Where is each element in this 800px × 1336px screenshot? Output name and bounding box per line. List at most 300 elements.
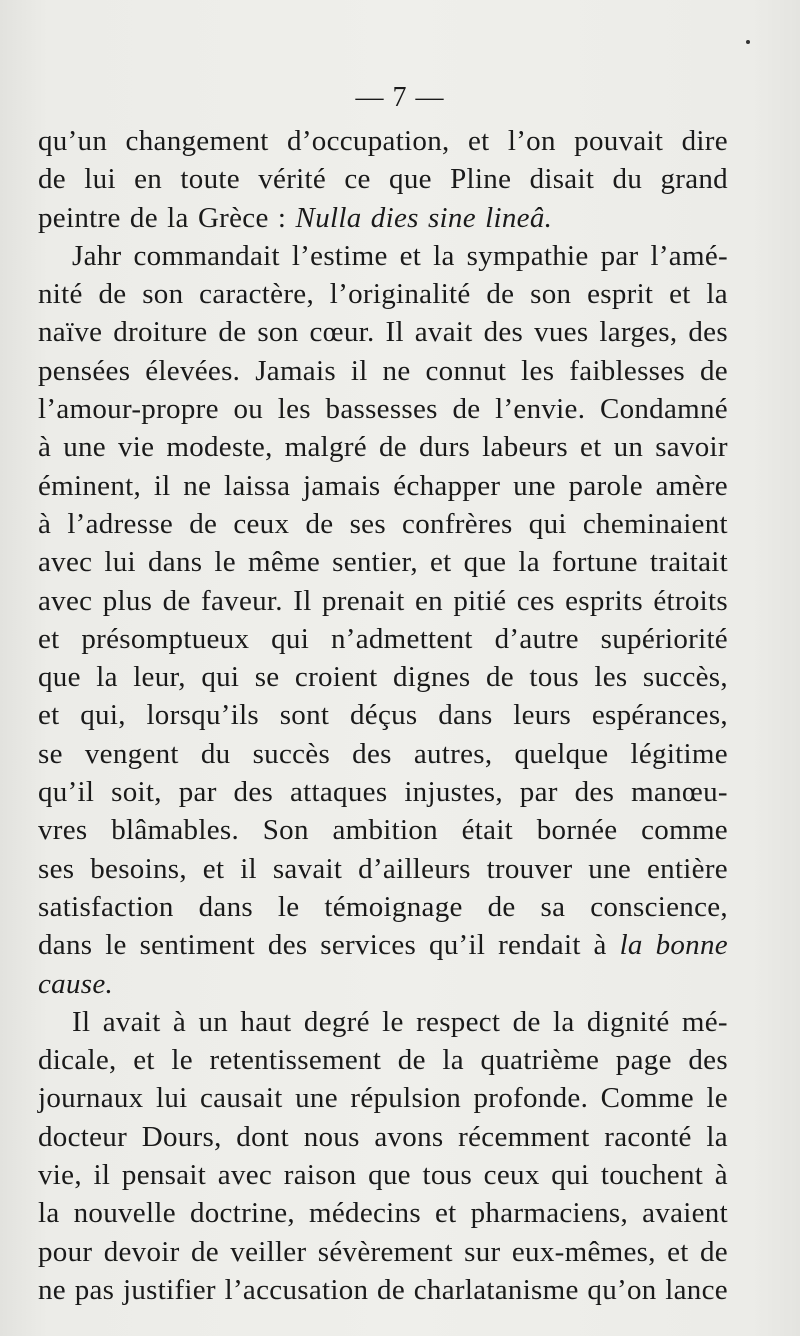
word: la	[96, 661, 118, 694]
word: et	[435, 1197, 457, 1230]
word: que	[38, 661, 81, 694]
word: de	[129, 201, 158, 234]
word: qu’il	[38, 776, 95, 809]
word: profonde.	[473, 1082, 589, 1115]
word: l’originalité	[329, 278, 471, 311]
word: causait	[199, 1082, 283, 1115]
word: avaient	[642, 1197, 728, 1230]
word: sentier,	[332, 546, 418, 579]
word: charlatanisme	[413, 1273, 579, 1306]
text-line	[38, 811, 728, 849]
word: toute	[180, 163, 240, 196]
word: services	[320, 929, 417, 962]
word: une	[513, 469, 556, 502]
italic-word: dies	[370, 201, 419, 234]
word: soit,	[111, 776, 162, 809]
word: Il	[72, 1005, 91, 1038]
word: vues	[534, 316, 589, 349]
word: jamais	[303, 469, 381, 502]
word: ses	[38, 852, 75, 885]
italic-word: bonne	[655, 929, 728, 962]
word: étroits	[653, 584, 728, 617]
word: avec	[38, 546, 93, 579]
word: prenait	[321, 584, 405, 617]
text-line	[38, 428, 728, 466]
word: sont	[279, 699, 330, 732]
word: une	[63, 431, 106, 464]
word: de	[190, 1235, 219, 1268]
word: sur	[464, 1235, 501, 1268]
word: son	[530, 278, 572, 311]
word: sévèrement	[317, 1235, 453, 1268]
word: légitime	[630, 737, 728, 770]
word: il	[350, 354, 368, 387]
word: qui	[551, 1159, 590, 1192]
word: ou	[233, 393, 264, 426]
word: retentissement	[209, 1044, 382, 1077]
word: fortune	[552, 546, 638, 579]
word: de	[98, 278, 127, 311]
word: connut	[425, 354, 507, 387]
word: journaux	[38, 1082, 144, 1115]
word: injustes,	[404, 776, 503, 809]
word: et	[38, 622, 60, 655]
word: et	[467, 125, 490, 157]
text-line	[38, 352, 728, 390]
word: droiture	[113, 316, 208, 349]
word: dont	[236, 1120, 290, 1153]
text-line	[38, 275, 728, 313]
word: ambition	[332, 814, 438, 847]
word: l’accusation	[224, 1273, 369, 1306]
word: ce	[344, 163, 371, 196]
word: dicale,	[38, 1044, 117, 1077]
word: la	[433, 239, 455, 272]
word: nous	[303, 1120, 360, 1153]
word: quelque	[514, 737, 609, 770]
word: avec	[217, 1159, 273, 1192]
word: les	[521, 354, 555, 387]
word: qu’un	[38, 125, 108, 157]
word: que	[463, 546, 507, 579]
word: comme	[641, 814, 728, 847]
word: sa	[540, 890, 566, 923]
word: vres	[38, 814, 88, 847]
word: pas	[74, 1273, 115, 1306]
text-line	[38, 1271, 728, 1309]
word: mé-	[681, 1005, 728, 1038]
word: des	[267, 929, 308, 962]
word: avait	[102, 1005, 161, 1038]
word: déçus	[349, 699, 418, 732]
word: pitié	[453, 584, 507, 617]
word: par	[600, 239, 639, 272]
word: page	[615, 1044, 672, 1077]
word: la	[38, 1197, 60, 1230]
text-line	[38, 390, 728, 428]
word: à	[38, 507, 52, 540]
word: médecins	[309, 1197, 421, 1230]
word: respect	[416, 1005, 501, 1038]
word: la	[552, 1005, 575, 1038]
word: tous	[529, 661, 579, 694]
word: il	[240, 852, 257, 885]
word: une	[295, 1082, 338, 1115]
word: la	[706, 278, 728, 311]
word: lui	[104, 546, 136, 579]
word: et	[429, 546, 452, 579]
word: du	[200, 737, 231, 770]
word: succès,	[642, 661, 728, 694]
word: de	[218, 316, 247, 349]
body-text	[38, 122, 728, 1309]
word: espérances,	[591, 699, 728, 732]
word: pour	[38, 1235, 93, 1268]
word: ces	[516, 584, 555, 617]
word: dans	[438, 699, 493, 732]
word: blâmables.	[111, 814, 240, 847]
word: il	[93, 1159, 111, 1192]
word: eux-mêmes,	[511, 1235, 656, 1268]
word: son	[142, 278, 184, 311]
word: supériorité	[600, 622, 728, 655]
word: commandait	[133, 239, 280, 272]
word: l’estime	[291, 239, 388, 272]
word: raison	[283, 1159, 357, 1192]
text-line	[38, 1041, 728, 1079]
word: qu’il	[428, 929, 486, 962]
word: modeste,	[166, 431, 273, 464]
word: de	[699, 354, 728, 387]
word: disait	[529, 163, 595, 196]
word: savait	[272, 852, 343, 885]
text-line	[38, 1079, 728, 1117]
text-line	[38, 696, 728, 734]
word: le	[214, 546, 236, 579]
word: d’occupation,	[287, 125, 450, 157]
word: de	[377, 1273, 406, 1306]
word: vérité	[258, 163, 327, 196]
word: lui	[84, 163, 116, 196]
text-line	[38, 1156, 728, 1194]
word: ceux	[233, 507, 290, 540]
word: un	[613, 431, 644, 464]
word: devoir	[103, 1235, 180, 1268]
word: pensait	[121, 1159, 207, 1192]
word: Comme	[600, 1082, 694, 1115]
word: se	[38, 737, 63, 770]
word: bassesses	[325, 393, 438, 426]
word: vie	[117, 431, 155, 464]
word: attaques	[290, 776, 388, 809]
word: Son	[262, 814, 309, 847]
word: des	[233, 776, 274, 809]
word: l’envie.	[495, 393, 586, 426]
text-line	[38, 1003, 728, 1041]
word: même	[247, 546, 321, 579]
word: il	[153, 469, 171, 502]
word: amère	[655, 469, 728, 502]
word: Il	[293, 584, 312, 617]
word: justifier	[122, 1273, 216, 1306]
word: Il	[385, 316, 404, 349]
text-line	[38, 735, 728, 773]
word: Pline	[450, 163, 512, 196]
word: confrères	[402, 507, 513, 540]
word: plus	[102, 584, 153, 617]
word: qu’on	[587, 1273, 657, 1306]
word: changement	[125, 125, 269, 157]
word: de	[486, 278, 515, 311]
word: de	[38, 163, 66, 196]
word: lorsqu’ils	[146, 699, 260, 732]
text-line	[38, 160, 728, 198]
word: tous	[422, 1159, 473, 1192]
word: le	[706, 1082, 728, 1115]
word: ne	[382, 354, 411, 387]
word: les	[277, 393, 311, 426]
word: et	[38, 699, 60, 732]
word: des	[574, 776, 615, 809]
text-line	[38, 467, 728, 505]
word: son	[257, 316, 299, 349]
text-line	[38, 850, 728, 888]
text-line	[38, 1194, 728, 1232]
word: besoins,	[90, 852, 187, 885]
word: le	[382, 1005, 404, 1038]
word: que	[389, 163, 432, 196]
word: les	[594, 661, 628, 694]
word: de	[397, 1044, 426, 1077]
word: avons	[374, 1120, 444, 1153]
word: Dours,	[141, 1120, 222, 1153]
word: conscience,	[590, 890, 728, 923]
word: et	[669, 278, 691, 311]
word: pensées	[38, 354, 131, 387]
word: de	[485, 661, 514, 694]
text-line	[38, 1118, 728, 1156]
word: vengent	[84, 737, 179, 770]
word: dans	[198, 890, 253, 923]
word: de	[189, 507, 218, 540]
text-line	[38, 965, 728, 1003]
word: satisfaction	[38, 890, 174, 923]
word: larges,	[599, 316, 678, 349]
text-line	[38, 620, 728, 658]
word: qui	[201, 661, 240, 694]
word: en	[414, 584, 443, 617]
word: haut	[240, 1005, 292, 1038]
word: autres,	[413, 737, 493, 770]
word: laissa	[224, 469, 291, 502]
word: à	[38, 431, 52, 464]
word: faveur.	[201, 584, 283, 617]
word: manœu-	[631, 776, 728, 809]
word: échapper	[393, 469, 501, 502]
word: témoignage	[324, 890, 463, 923]
text-line	[38, 926, 728, 964]
word: dans	[38, 929, 93, 962]
word: de	[162, 584, 191, 617]
word: de	[452, 393, 481, 426]
page-number: — 7 —	[355, 82, 445, 113]
word: doctrine,	[189, 1197, 295, 1230]
text-line	[38, 543, 728, 581]
word: de	[512, 1005, 541, 1038]
word: et	[580, 431, 602, 464]
word: des	[688, 1044, 728, 1077]
word: élevées.	[145, 354, 241, 387]
word: dans	[147, 546, 203, 579]
word: par	[519, 776, 558, 809]
word: avait	[414, 316, 473, 349]
word: qui,	[80, 699, 126, 732]
word: ceux	[483, 1159, 540, 1192]
word: le	[105, 929, 127, 962]
word: la	[167, 201, 189, 234]
text-line	[38, 313, 728, 351]
word: pouvait	[574, 125, 664, 157]
word: sympathie	[466, 239, 589, 272]
word: d’ailleurs	[358, 852, 471, 885]
word: le	[171, 1044, 193, 1077]
word: docteur	[38, 1120, 128, 1153]
word: savoir	[655, 431, 728, 464]
text-line	[38, 773, 728, 811]
text-line	[38, 122, 728, 160]
word: degré	[303, 1005, 370, 1038]
word: le	[277, 890, 300, 923]
word: l’adresse	[67, 507, 174, 540]
word: des	[352, 737, 392, 770]
word: et	[202, 852, 225, 885]
word: d’autre	[494, 622, 579, 655]
word: esprits	[565, 584, 643, 617]
word: qui	[528, 507, 567, 540]
word: du	[612, 163, 643, 196]
word: ne	[38, 1273, 66, 1306]
word: naïve	[38, 316, 103, 349]
word: ne	[183, 469, 212, 502]
word: succès	[252, 737, 331, 770]
italic-word: la	[619, 929, 643, 962]
word: raconté	[604, 1120, 692, 1153]
word: l’amé-	[650, 239, 728, 272]
word: une	[588, 852, 632, 885]
word: à	[714, 1159, 728, 1192]
word: rendait	[498, 929, 581, 962]
word: bornée	[536, 814, 618, 847]
ink-speck	[746, 40, 750, 44]
word: un	[198, 1005, 229, 1038]
word: faiblesses	[569, 354, 685, 387]
word: cheminaient	[582, 507, 728, 540]
word: et	[133, 1044, 155, 1077]
word: vie,	[38, 1159, 82, 1192]
word: Jamais	[255, 354, 336, 387]
text-line	[38, 1233, 728, 1271]
word: pharmaciens,	[470, 1197, 629, 1230]
word: labeurs	[482, 431, 569, 464]
word: de	[305, 507, 334, 540]
word: touchent	[600, 1159, 704, 1192]
word: Condamné	[599, 393, 728, 426]
word: sentiment	[139, 929, 256, 962]
word: traitait	[649, 546, 728, 579]
word: était	[461, 814, 514, 847]
italic-word: Nulla	[295, 201, 362, 234]
word: Jahr	[72, 239, 122, 272]
italic-word: cause.	[38, 967, 114, 1000]
word: ses	[349, 507, 386, 540]
italic-word: lineâ.	[485, 201, 553, 234]
word: lance	[665, 1273, 728, 1306]
word: et	[399, 239, 422, 272]
word: caractère,	[199, 278, 315, 311]
word: éminent,	[38, 469, 142, 502]
word: leurs	[513, 699, 572, 732]
word: dire	[681, 125, 728, 157]
word: la	[518, 546, 540, 579]
word: des	[483, 316, 524, 349]
word: croient	[294, 661, 378, 694]
word: qui	[271, 622, 310, 655]
word: nité	[38, 278, 83, 311]
word: n’admettent	[330, 622, 473, 655]
text-line	[38, 888, 728, 926]
word: parole	[568, 469, 643, 502]
word: leur,	[133, 661, 186, 694]
word: que	[368, 1159, 411, 1192]
italic-word: sine	[427, 201, 476, 234]
word: cœur.	[309, 316, 375, 349]
word: répulsion	[350, 1082, 461, 1115]
word: dignité	[586, 1005, 670, 1038]
text-line	[38, 505, 728, 543]
word: peintre	[38, 201, 121, 234]
word: l’amour-propre	[38, 393, 219, 426]
word: à	[593, 929, 607, 962]
word: esprit	[587, 278, 654, 311]
word: la	[442, 1044, 464, 1077]
word: à	[172, 1005, 187, 1038]
word: en	[134, 163, 163, 196]
text-line	[38, 199, 728, 237]
word: quatrième	[480, 1044, 600, 1077]
word: de	[487, 890, 516, 923]
word: nouvelle	[73, 1197, 176, 1230]
word: des	[688, 316, 728, 349]
word: présomptueux	[81, 622, 250, 655]
word: grand	[660, 163, 728, 196]
word: :	[277, 201, 287, 234]
word: la	[706, 1120, 728, 1153]
word: et	[667, 1235, 689, 1268]
word: dignes	[392, 661, 471, 694]
word: Grèce	[197, 201, 269, 234]
word: de	[379, 431, 407, 464]
word: veiller	[230, 1235, 307, 1268]
word: avec	[38, 584, 93, 617]
word: par	[178, 776, 217, 809]
text-line	[38, 582, 728, 620]
word: entière	[646, 852, 728, 885]
word: trouver	[486, 852, 573, 885]
word: durs	[419, 431, 471, 464]
word: récemment	[458, 1120, 590, 1153]
word: malgré	[284, 431, 367, 464]
word: de	[700, 1235, 728, 1268]
